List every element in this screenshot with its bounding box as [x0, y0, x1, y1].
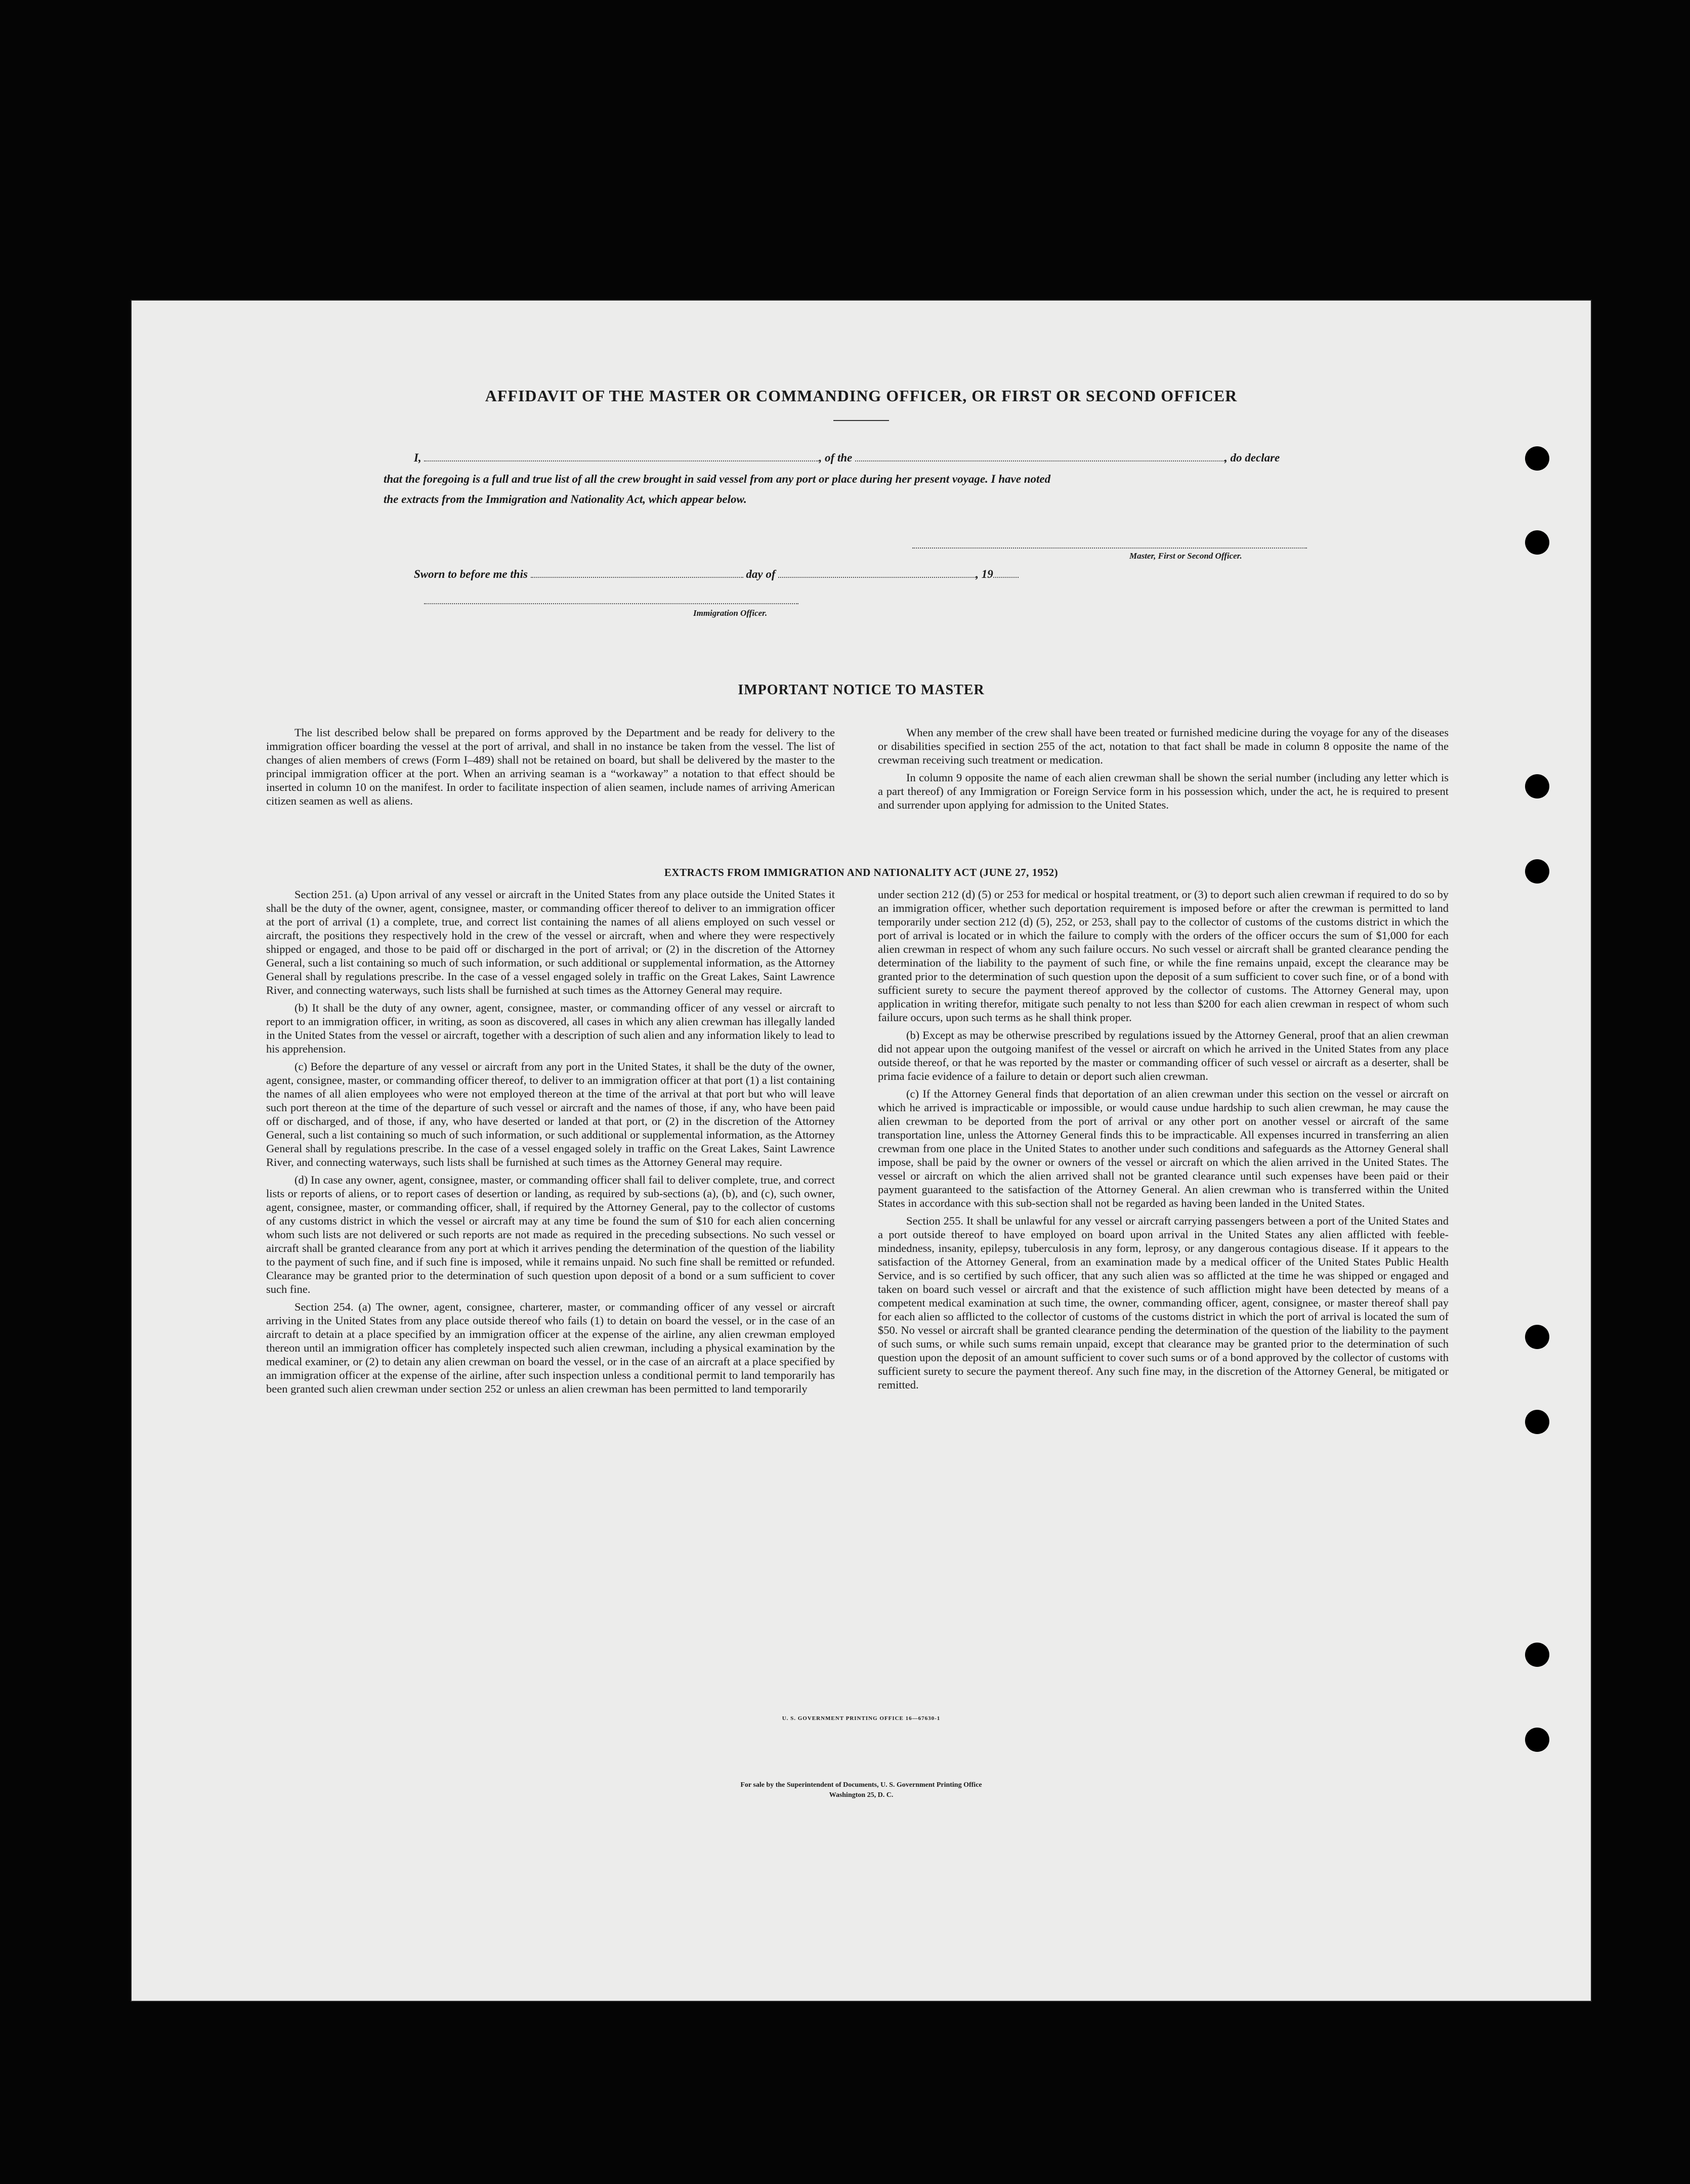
sworn-day-blank[interactable]: [531, 568, 743, 578]
extracts-right-column: [878, 888, 1449, 1396]
extracts-title: EXTRACTS FROM IMMIGRATION AND NATIONALITY ACT (JUNE 27, 1952): [664, 866, 1059, 878]
punch-hole: [1525, 1728, 1549, 1752]
year-blank[interactable]: [993, 568, 1019, 578]
label-day-of: day of: [746, 568, 776, 580]
name-blank[interactable]: [424, 451, 819, 461]
punch-hole: [1525, 1643, 1549, 1667]
notice-paragraph: The list described below shall be prepared on forms approved by the Department and be ready for delivery to the immigration officer boarding the vessel at the port of arrival, and shall in no instance be taken from the vessel. The list of changes of alien members of crews (Form I–489) shall not be retained on board, but shall be delivered by the master to the principal immigration officer at the port. When an arriving seaman is a “workaway” a notation to that effect should be inserted in column 10 on the manifest. In order to facilitate inspection of alien seamen, include names of arriving American citizen seamen as well as aliens.: [266, 726, 835, 807]
extract-paragraph: under section 212 (d) (5) or 253 for medical or hospital treatment, or (3) to deport such alien crewman if required to do so by an immigration officer, whether such deportation requirement is imposed before or after the crewman is permitted to land temporarily under section 212 (d) (5), 252, or 253, shall pay to the collector of customs of the customs district in which the port of arrival is located or in which the failure to comply with the orders of the officer occurs the sum of $1,000 for each alien crewman in respect of whom any such failure occurs. No such vessel or aircraft shall be granted clearance pending the determination of the liability to the payment of such fine, or while the fine remains unpaid, except the clearance may be granted prior to the determination of such question upon the deposit of a sum sufficient to cover such fine, or of a bond with sufficient surety to secure the payment thereof approved by the collector of customs. The Attorney General may, upon application in writing therefor, mitigate such penalty to not less than $200 for each alien crewman in respect of whom such failure occurs, upon such terms as he shall think proper.: [878, 888, 1449, 1024]
officer-caption: Immigration Officer.: [693, 608, 768, 618]
extract-paragraph: Section 255. It shall be unlawful for any vessel or aircraft carrying passengers between a port of the United States and a port outside thereof to have employed on board upon arrival in the United States any alien afflicted with feeble-mindedness, insanity, epilepsy, tuberculosis in any form, leprosy, or any dangerous contagious disease. If it appears to the satisfaction of the Attorney General, from an examination made by a medical officer of the United States Public Health Service, and is so certified by such officer, that any such alien was so afflicted at the time he was shipped or engaged and taken on board such vessel or aircraft and that the existence of such affliction might have been detected by means of a competent medical examination at such time, the owner, commanding officer, agent, consignee, or master thereof shall pay for each alien so afflicted to the collector of customs of the customs district in which the port of arrival is located the sum of $50. No vessel or aircraft shall be granted clearance pending the determination of the question of the liability to the payment of such sums, or while such sums remain unpaid, except that clearance may be granted prior to the determination of such question upon the deposit of an amount sufficient to cover such sums or of a bond approved by the collector of customs with sufficient surety to secure the payment thereof. Any such fine may, in the discretion of the Attorney General, be mitigated or remitted.: [878, 1214, 1449, 1391]
title-rule: [833, 420, 889, 421]
master-signature-line[interactable]: [912, 548, 1307, 549]
notice-paragraph: When any member of the crew shall have been treated or furnished medicine during the voyage for any of the diseases or disabilities specified in section 255 of the act, notation to that fact shall be made in column 8 opposite the name of the crewman receiving such treatment or medication.: [878, 726, 1449, 766]
punch-hole: [1525, 446, 1549, 471]
declaration-line-3: the extracts from the Immigration and Nationality Act, which appear below.: [384, 493, 747, 506]
sale-notice-line-2: Washington 25, D. C.: [829, 1791, 894, 1799]
notice-paragraph: In column 9 opposite the name of each alien crewman shall be shown the serial number (including any letter which is a part thereof) of any Immigration or Foreign Service form in his possession which, under the act, he is required to present and surrender upon applying for admission to the United States.: [878, 771, 1449, 811]
form-page: [131, 300, 1592, 2002]
punch-hole: [1525, 530, 1549, 555]
extract-paragraph: (d) In case any owner, agent, consignee, master, or commanding officer shall fail to deliver complete, true, and correct lists or reports of aliens, or to report cases of desertion or landing, as required by sub-sections (a), (b), and (c), such owner, agent, consignee, master, or commanding officer, shall, if required by the Attorney General, pay to the collector of customs of any customs district in which the vessel or aircraft may at any time be found the sum of $10 for each alien concerning whom such lists are not delivered or such reports are not made as required in the preceding subsections. No such vessel or aircraft shall be granted clearance from any port at which it arrives pending the determination of the question of the liability to the payment of such fine, and if such fine is imposed, while it remains unpaid. No such fine shall be remitted or refunded. Clearance may be granted prior to the determination of such question upon deposit of a bond or a sum sufficient to cover such fine.: [266, 1173, 835, 1295]
punch-hole: [1525, 859, 1549, 884]
punch-hole: [1525, 774, 1549, 799]
declaration-line-2: that the foregoing is a full and true list of all the crew brought in said vessel from any port or place during her present voyage. I have noted: [384, 473, 1051, 485]
sworn-month-blank[interactable]: [778, 568, 976, 578]
extract-paragraph: Section 254. (a) The owner, agent, consignee, charterer, master, or commanding officer of any vessel or aircraft arriving in the United States from any place outside thereof who fails (1) to detain on board the vessel, or in the case of an aircraft to detain at a place specified by an immigration officer at the expense of the airline, any alien crewman employed thereon until an immigration officer has completely inspected such alien crewman, including a physical examination by the medical examiner, or (2) to detain any alien crewman on board the vessel, or in the case of an aircraft at a place specified by an immigration officer at the expense of the airline, after such inspection unless a conditional permit to land temporarily has been granted such alien crewman under section 252 or unless an alien crewman has been permitted to land temporarily: [266, 1300, 835, 1395]
label-do-declare: , do declare: [1224, 451, 1280, 464]
label-year: , 19: [976, 568, 993, 580]
punch-hole: [1525, 1410, 1549, 1434]
sworn-line: [414, 568, 1019, 581]
label-i: I,: [414, 451, 421, 464]
notice-right-column: [878, 726, 1449, 816]
sale-notice-line-1: For sale by the Superintendent of Documents, U. S. Government Printing Office: [740, 1781, 982, 1789]
extract-paragraph: (c) If the Attorney General finds that deportation of an alien crewman under this section on the vessel or aircraft on which he arrived is impracticable or impossible, or would cause undue hardship to such alien crewman, he may cause the alien crewman to be deported from the port of arrival or any other port on another vessel or aircraft of the same transportation line, unless the Attorney General finds this to be impracticable. All expenses incurred in transferring an alien crewman from one place in the United States to another under such conditions and safeguards as the Attorney General shall impose, shall be paid by the owner or owners of the vessel or aircraft on which the alien arrived in the United States. The vessel or aircraft on which the alien arrived shall not be granted clearance until such expenses have been paid or their payment guaranteed to the satisfaction of the Attorney General. An alien crewman who is transferred within the United States in accordance with this sub-section shall not be regarded as having been landed in the United States.: [878, 1087, 1449, 1209]
label-sworn: Sworn to before me this: [414, 568, 528, 580]
gpo-imprint: U. S. GOVERNMENT PRINTING OFFICE 16—67630-1: [782, 1715, 941, 1721]
notice-left-column: [266, 726, 835, 812]
extract-paragraph: Section 251. (a) Upon arrival of any vessel or aircraft in the United States from any place outside the United States it shall be the duty of the owner, agent, consignee, master, or commanding officer thereof to deliver to an immigration officer at the port of arrival (1) a complete, true, and correct list containing the names of all aliens employed on such vessel or aircraft, the positions they respectively hold in the crew of the vessel or aircraft, when and where they were respectively shipped or engaged, and those to be paid off or discharged in the port of arrival; or (2) in the discretion of the Attorney General, such a list containing so much of such information, or such additional or supplemental information, as the Attorney General shall by regulations prescribe. In the case of a vessel engaged solely in traffic on the Great Lakes, Saint Lawrence River, and connecting waterways, such lists shall be furnished at such times as the Attorney General may require.: [266, 888, 835, 996]
declaration-line-1: [414, 451, 1280, 465]
officer-signature-line[interactable]: [424, 603, 798, 604]
extract-paragraph: (b) It shall be the duty of any owner, agent, consignee, master, or commanding officer of any vessel or aircraft to report to an immigration officer, in writing, as soon as discovered, all cases in which any alien crewman has illegally landed in the United States from the vessel or aircraft, together with a description of such alien and any information likely to lead to his apprehension.: [266, 1001, 835, 1055]
master-caption: Master, First or Second Officer.: [1129, 551, 1242, 561]
extract-paragraph: (c) Before the departure of any vessel or aircraft from any port in the United States, it shall be the duty of the owner, agent, consignee, master, or commanding officer thereof, to deliver to an immigration officer at that port (1) a list containing the names of all alien employees who were not employed thereon at the time of the arrival at that port but who will leave such port thereon at the time of the departure of such vessel or aircraft and the names of those, if any, who have been paid off or discharged, and of those, if any, who have deserted or landed at that port, or (2) in the discretion of the Attorney General, such a list containing so much of such information, or such additional or supplemental information, as the Attorney General shall by regulations prescribe. In the case of a vessel engaged solely in traffic on the Great Lakes, Saint Lawrence River, and connecting waterways, such lists shall be furnished at such times as the Attorney General may require.: [266, 1060, 835, 1168]
label-of-the: , of the: [819, 451, 853, 464]
extracts-left-column: [266, 888, 835, 1400]
affidavit-title: AFFIDAVIT OF THE MASTER OR COMMANDING OFFICER, OR FIRST OR SECOND OFFICER: [485, 387, 1238, 405]
punch-hole: [1525, 1325, 1549, 1349]
vessel-blank[interactable]: [855, 451, 1224, 461]
notice-title: IMPORTANT NOTICE TO MASTER: [738, 682, 985, 698]
extract-paragraph: (b) Except as may be otherwise prescribed by regulations issued by the Attorney General, proof that an alien crewman did not appear upon the outgoing manifest of the vessel or aircraft on which he arrived in the United States from any place outside thereof, or that he was reported by the master or commanding officer of such vessel or aircraft as a deserter, shall be prima facie evidence of a failure to detain or deport such alien crewman.: [878, 1029, 1449, 1082]
